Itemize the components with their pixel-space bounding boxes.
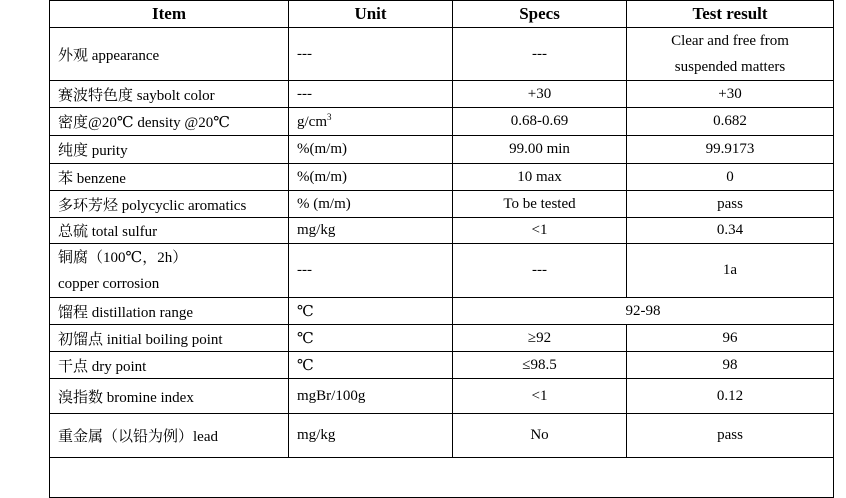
item-cell: 密度@20℃ density @20℃ xyxy=(50,108,289,136)
item-cell xyxy=(50,244,289,298)
header-specs: Specs xyxy=(453,1,627,28)
table-row xyxy=(50,191,834,218)
result-cell: pass xyxy=(627,414,834,458)
header-unit: Unit xyxy=(289,1,453,28)
result-cell: 98 xyxy=(627,352,834,379)
spec-cell: 99.00 min xyxy=(453,136,627,164)
table-row xyxy=(50,379,834,414)
unit-cell: mg/kg xyxy=(289,218,453,244)
unit-cell: ℃ xyxy=(289,325,453,352)
item-cell: 纯度 purity xyxy=(50,136,289,164)
unit-cell xyxy=(289,108,453,136)
item-line: copper corrosion xyxy=(58,275,160,292)
spec-cell: 10 max xyxy=(453,164,627,191)
specification-table xyxy=(49,0,834,498)
merged-spec-result-cell: 92-98 xyxy=(453,298,834,325)
unit-cell: --- xyxy=(289,28,453,81)
empty-cell xyxy=(50,458,834,498)
item-cell: 外观 appearance xyxy=(50,28,289,81)
spec-cell: ≤98.5 xyxy=(453,352,627,379)
item-line: 铜腐（100℃，2h） xyxy=(58,249,188,266)
spec-cell: <1 xyxy=(453,218,627,244)
item-cell: 多环芳烃 polycyclic aromatics xyxy=(50,191,289,218)
header-test-result: Test result xyxy=(627,1,834,28)
table-row xyxy=(50,414,834,458)
spec-cell: No xyxy=(453,414,627,458)
item-cell: 干点 dry point xyxy=(50,352,289,379)
item-cell: 重金属（以铅为例）lead xyxy=(50,414,289,458)
table-row xyxy=(50,81,834,108)
table-row xyxy=(50,325,834,352)
spec-cell: To be tested xyxy=(453,191,627,218)
spec-cell: --- xyxy=(453,28,627,81)
spec-cell: 0.68-0.69 xyxy=(453,108,627,136)
item-cell: 初馏点 initial boiling point xyxy=(50,325,289,352)
result-cell: +30 xyxy=(627,81,834,108)
table-row xyxy=(50,298,834,325)
spec-cell: ≥92 xyxy=(453,325,627,352)
unit-cell: %(m/m) xyxy=(289,136,453,164)
result-cell: 0.34 xyxy=(627,218,834,244)
item-cell: 溴指数 bromine index xyxy=(50,379,289,414)
item-cell: 馏程 distillation range xyxy=(50,298,289,325)
table-row xyxy=(50,218,834,244)
table-row xyxy=(50,108,834,136)
result-cell xyxy=(627,28,834,81)
unit-base: g/cm xyxy=(297,114,327,130)
unit-superscript: 3 xyxy=(327,112,332,122)
unit-cell: mg/kg xyxy=(289,414,453,458)
unit-cell: % (m/m) xyxy=(289,191,453,218)
unit-cell: ℃ xyxy=(289,298,453,325)
result-cell: 0.682 xyxy=(627,108,834,136)
item-cell: 总硫 total sulfur xyxy=(50,218,289,244)
result-line: suspended matters xyxy=(674,59,786,75)
result-cell: pass xyxy=(627,191,834,218)
table-row xyxy=(50,136,834,164)
table-row xyxy=(50,164,834,191)
result-cell: 0.12 xyxy=(627,379,834,414)
unit-cell: --- xyxy=(289,81,453,108)
table-row xyxy=(50,352,834,379)
header-item: Item xyxy=(50,1,289,28)
spec-cell: +30 xyxy=(453,81,627,108)
result-cell: 1a xyxy=(627,244,834,298)
unit-cell: mgBr/100g xyxy=(289,379,453,414)
header-row xyxy=(50,1,834,28)
unit-cell: ℃ xyxy=(289,352,453,379)
table-row xyxy=(50,28,834,81)
result-cell: 96 xyxy=(627,325,834,352)
empty-row xyxy=(50,458,834,498)
unit-cell: %(m/m) xyxy=(289,164,453,191)
result-line: Clear and free from xyxy=(671,33,789,49)
table-row xyxy=(50,244,834,298)
unit-cell: --- xyxy=(289,244,453,298)
result-cell: 0 xyxy=(627,164,834,191)
item-cell: 赛波特色度 saybolt color xyxy=(50,81,289,108)
item-cell: 苯 benzene xyxy=(50,164,289,191)
result-cell: 99.9173 xyxy=(627,136,834,164)
spec-cell: <1 xyxy=(453,379,627,414)
spec-cell: --- xyxy=(453,244,627,298)
